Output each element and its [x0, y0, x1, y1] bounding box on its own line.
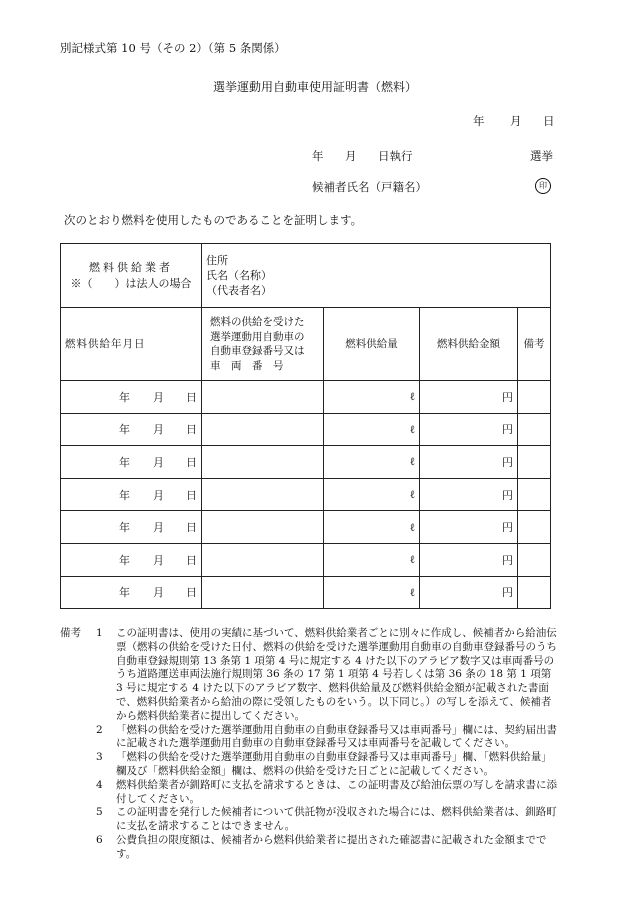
header-date: 燃料供給年月日 — [61, 308, 202, 381]
fuel-amount-cell[interactable]: ℓ — [324, 511, 420, 544]
date-day-label: 日 — [186, 553, 197, 567]
fuel-price-cell[interactable]: 円 — [420, 413, 518, 446]
note-item — [60, 834, 560, 862]
supplier-label-cell — [61, 244, 202, 308]
date-year-label: 年 — [119, 423, 130, 437]
fuel-price-cell[interactable]: 円 — [420, 381, 518, 414]
date-year-label: 年 — [119, 586, 130, 600]
date-year-label: 年 — [119, 390, 130, 404]
remarks-cell[interactable] — [518, 511, 551, 544]
date-cell[interactable] — [61, 543, 202, 576]
date-cell[interactable] — [61, 478, 202, 511]
registration-cell[interactable] — [202, 511, 324, 544]
remarks-cell[interactable] — [518, 543, 551, 576]
date-year-label: 年 — [119, 488, 130, 502]
fuel-price-cell[interactable]: 円 — [420, 478, 518, 511]
exec-month-label: 月 — [345, 149, 357, 163]
date-day-label: 日 — [186, 586, 197, 600]
table-row — [61, 381, 551, 414]
header-fuel-price: 燃料供給金額 — [420, 308, 518, 381]
date-month-label: 月 — [153, 553, 164, 567]
date-month-label: 月 — [510, 114, 522, 128]
date-month-label: 月 — [153, 390, 164, 404]
notes-section — [60, 627, 560, 862]
date-day-label: 日 — [186, 521, 197, 535]
header-remarks: 備考 — [518, 308, 551, 381]
fuel-amount-cell[interactable]: ℓ — [324, 478, 420, 511]
exec-year-label: 年 — [312, 149, 324, 163]
registration-cell[interactable] — [202, 381, 324, 414]
note-text: 公費負担の限度額は、候補者から燃料供給業者に提出された確認書に記載された金額までです。 — [116, 833, 547, 860]
table-row — [61, 511, 551, 544]
note-text: 燃料供給業者が釧路町に支払を請求するときは、この証明書及び給油伝票の写しを請求書に添付してください。 — [116, 778, 557, 805]
date-month-label: 月 — [153, 521, 164, 535]
date-month-label: 月 — [153, 488, 164, 502]
date-year-label: 年 — [473, 114, 485, 128]
note-item — [60, 751, 560, 779]
note-item — [60, 724, 560, 752]
date-day-label: 日 — [186, 455, 197, 469]
table-row — [61, 543, 551, 576]
note-number: 2 — [96, 723, 103, 736]
remarks-cell[interactable] — [518, 381, 551, 414]
note-number: 1 — [96, 627, 103, 639]
note-item — [60, 806, 560, 834]
header-registration-line3: 自動車登録番号又は — [210, 345, 305, 357]
note-number: 6 — [96, 833, 103, 846]
header-fuel-amount: 燃料供給量 — [324, 308, 420, 381]
table-row — [61, 478, 551, 511]
date-day-label: 日 — [186, 423, 197, 437]
note-item — [60, 779, 560, 807]
date-cell[interactable] — [61, 511, 202, 544]
supplier-address-label: 住所 — [206, 254, 228, 267]
note-text: 「燃料の供給を受けた選挙運動用自動車の自動車登録番号又は車両番号」欄には、契約届出書に記載された選挙運動用自動車の自動車登録番号又は車両番号を記載してください。 — [116, 723, 557, 750]
supplier-row — [61, 244, 551, 308]
header-registration — [202, 308, 324, 381]
header-registration-line2: 選挙運動用自動車の — [210, 330, 305, 343]
note-number: 4 — [96, 778, 103, 791]
note-text: 「燃料の供給を受けた選挙運動用自動車の自動車登録番号又は車両番号」欄、「燃料供給量」欄及び「燃料供給金額」欄は、燃料の供給を受けた日ごとに記載してください。 — [116, 751, 552, 777]
fuel-amount-cell[interactable]: ℓ — [324, 446, 420, 479]
date-year-label: 年 — [119, 553, 130, 567]
table-row — [61, 446, 551, 479]
remarks-cell[interactable] — [518, 478, 551, 511]
fuel-usage-table — [60, 243, 551, 609]
note-text: この証明書を発行した候補者について供託物が没収された場合には、燃料供給業者は、釧路町に支払を請求することはできません。 — [116, 806, 557, 833]
note-item — [60, 627, 560, 724]
registration-cell[interactable] — [202, 478, 324, 511]
registration-cell[interactable] — [202, 543, 324, 576]
note-number: 5 — [96, 806, 103, 819]
remarks-cell[interactable] — [518, 446, 551, 479]
date-day-label: 日 — [186, 488, 197, 502]
notes-label: 備考 — [60, 627, 81, 639]
remarks-cell[interactable] — [518, 413, 551, 446]
header-registration-line4: 車 両 番 号 — [210, 359, 284, 372]
supplier-name-label: 氏名（名称） — [206, 269, 272, 282]
registration-cell[interactable] — [202, 446, 324, 479]
fuel-amount-cell[interactable]: ℓ — [324, 413, 420, 446]
table-row — [61, 413, 551, 446]
supplier-corporate-note: ※（ ）は法人の場合 — [70, 276, 192, 290]
election-label: 選挙 — [530, 149, 553, 163]
fuel-amount-cell[interactable]: ℓ — [324, 576, 420, 609]
document-title: 選挙運動用自動車使用証明書（燃料） — [212, 80, 417, 94]
candidate-name-label: 候補者氏名（戸籍名） — [312, 180, 427, 194]
remarks-cell[interactable] — [518, 576, 551, 609]
fuel-price-cell[interactable]: 円 — [420, 543, 518, 576]
date-month-label: 月 — [153, 423, 164, 437]
header-registration-line1: 燃料の供給を受けた — [210, 316, 305, 328]
date-day-label: 日 — [543, 114, 555, 128]
exec-day-label: 日執行 — [378, 149, 413, 163]
date-cell[interactable] — [61, 446, 202, 479]
date-cell[interactable] — [61, 413, 202, 446]
registration-cell[interactable] — [202, 576, 324, 609]
supplier-representative-label: （代表者名） — [206, 284, 272, 297]
date-year-label: 年 — [119, 455, 130, 469]
fuel-price-cell[interactable]: 円 — [420, 446, 518, 479]
certification-statement: 次のとおり燃料を使用したものであることを証明します。 — [64, 213, 363, 227]
fuel-amount-cell[interactable]: ℓ — [324, 381, 420, 414]
fuel-price-cell[interactable]: 円 — [420, 576, 518, 609]
supplier-info-cell[interactable] — [202, 244, 551, 308]
note-text: この証明書は、使用の実績に基づいて、燃料供給業者ごとに別々に作成し、候補者から給油伝票（燃料の供給を受けた日付、燃料の供給を受けた選挙運動用自動車の自動車登録番号のうち自動車登録規則第 13 条第 1 項第 4 号に規定する 4 けた以下のアラビア数字又は車両番号のうち道路運送車両法施行規則第 36 条の 17 第 1 項第 4 号若しくは第 36 条の 18 第 1 項第 3 号に規定する 4 けた以下のアラビア数字、燃料供給量及び燃料供給金額が記載された書面で、燃料供給業者から給油の際に受領したものをいう。以下同じ。）の写しを添えて、候補者から燃料供給業者に提出してください。 — [116, 627, 557, 722]
date-year-label: 年 — [119, 521, 130, 535]
supplier-label: 燃料供給業者 — [89, 260, 173, 274]
date-month-label: 月 — [153, 586, 164, 600]
date-month-label: 月 — [153, 455, 164, 469]
date-cell[interactable] — [61, 576, 202, 609]
date-day-label: 日 — [186, 390, 197, 404]
fuel-amount-cell[interactable]: ℓ — [324, 543, 420, 576]
table-row — [61, 576, 551, 609]
note-number: 3 — [96, 751, 103, 764]
fuel-price-cell[interactable]: 円 — [420, 511, 518, 544]
date-cell[interactable] — [61, 381, 202, 414]
table-header-row — [61, 308, 551, 381]
registration-cell[interactable] — [202, 413, 324, 446]
seal-mark: 印 — [535, 178, 551, 194]
form-reference: 別記様式第 10 号（その 2）（第 5 条関係） — [60, 41, 286, 55]
